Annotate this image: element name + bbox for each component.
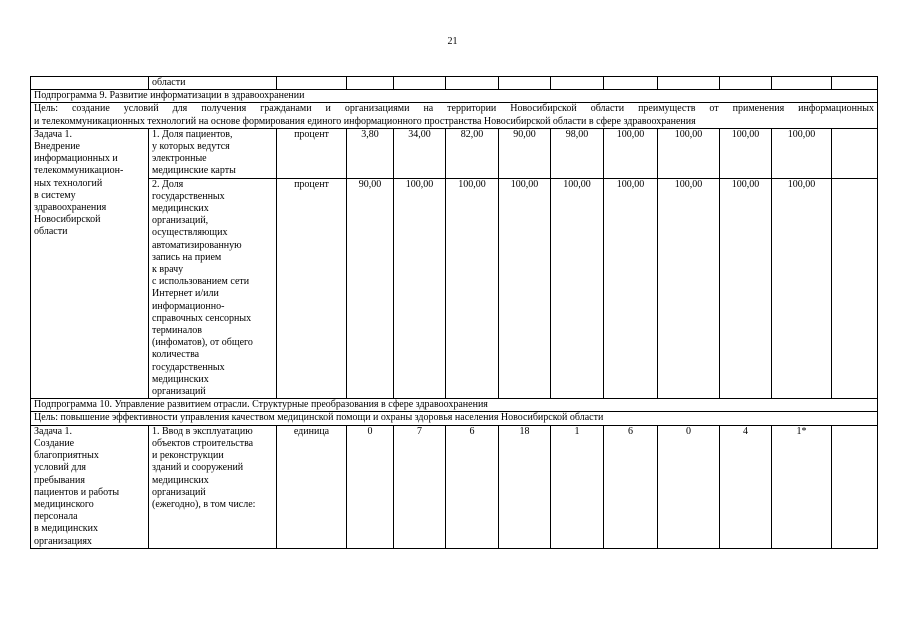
value-cell: 0 [347, 425, 394, 548]
subprogram-row [31, 399, 878, 412]
value-cell: 100,00 [720, 178, 772, 399]
indicator-cell: 2. Доля государственных медицинских организаций, осуществляющих автоматизированную запись на прием к врачу с использованием сети Интернет и/или информационно- справочных сенсорных терминалов (инфоматов), от общего количества государственных медицинских организаций [149, 178, 277, 399]
value-cell: 1 [551, 425, 604, 548]
task-cell: Задача 1. Внедрение информационных и телекоммуникацион- ных технологий в систему здравоохранения Новосибирской области [31, 128, 149, 398]
indicator-cell: 1. Доля пациентов, у которых ведутся электронные медицинские карты [149, 128, 277, 178]
value-cell: 100,00 [604, 128, 658, 178]
continuation-row [31, 77, 878, 90]
value-cell: 82,00 [446, 128, 499, 178]
value-cell: 100,00 [604, 178, 658, 399]
value-cell: 90,00 [499, 128, 551, 178]
task-cell [31, 77, 149, 90]
value-cell [832, 128, 878, 178]
subprogram-title: Подпрограмма 10. Управление развитием отрасли. Структурные преобразования в сфере здравоохранения [31, 399, 878, 412]
subprogram-row [31, 90, 878, 103]
unit-cell: процент [277, 178, 347, 399]
value-cell: 100,00 [658, 178, 720, 399]
goal-text: Цель: повышение эффективности управления качеством медицинской помощи и охраны здоровья населения Новосибирской области [31, 412, 878, 425]
goal-text [31, 103, 878, 128]
value-cell: 100,00 [772, 178, 832, 399]
value-cell: 90,00 [347, 178, 394, 399]
indicator-cell: области [149, 77, 277, 90]
value-cell: 100,00 [499, 178, 551, 399]
page-number: 21 [447, 36, 458, 47]
table-row [31, 128, 878, 178]
unit-cell: единица [277, 425, 347, 548]
goal-line: и телекоммуникационных технологий на основе формирования единого информационного пространства Новосибирской области в сфере здравоохранения [34, 115, 696, 127]
value-cell: 18 [499, 425, 551, 548]
value-cell: 100,00 [772, 128, 832, 178]
goal-line: Цель: создание условий для получения гражданами и организациями на территории Новосибирской области преимуществ от применения информационных [34, 103, 874, 115]
indicators-table [30, 76, 878, 549]
table-row [31, 425, 878, 548]
value-cell: 3,80 [347, 128, 394, 178]
indicator-cell: 1. Ввод в эксплуатацию объектов строительства и реконструкции зданий и сооружений медицинских организаций (ежегодно), в том числе: [149, 425, 277, 548]
value-cell: 100,00 [394, 178, 446, 399]
table-row [31, 178, 878, 399]
goal-row [31, 412, 878, 425]
value-cell: 100,00 [446, 178, 499, 399]
goal-row [31, 103, 878, 128]
value-cell: 100,00 [658, 128, 720, 178]
value-cell: 7 [394, 425, 446, 548]
value-cell: 100,00 [720, 128, 772, 178]
value-cell: 34,00 [394, 128, 446, 178]
value-cell [832, 425, 878, 548]
subprogram-title: Подпрограмма 9. Развитие информатизации в здравоохранении [31, 90, 878, 103]
value-cell: 1* [772, 425, 832, 548]
value-cell [832, 178, 878, 399]
task-cell: Задача 1. Создание благоприятных условий для пребывания пациентов и работы медицинского персонала в медицинских организациях [31, 425, 149, 548]
unit-cell: процент [277, 128, 347, 178]
value-cell: 4 [720, 425, 772, 548]
value-cell: 0 [658, 425, 720, 548]
value-cell: 100,00 [551, 178, 604, 399]
value-cell: 98,00 [551, 128, 604, 178]
value-cell: 6 [446, 425, 499, 548]
value-cell: 6 [604, 425, 658, 548]
